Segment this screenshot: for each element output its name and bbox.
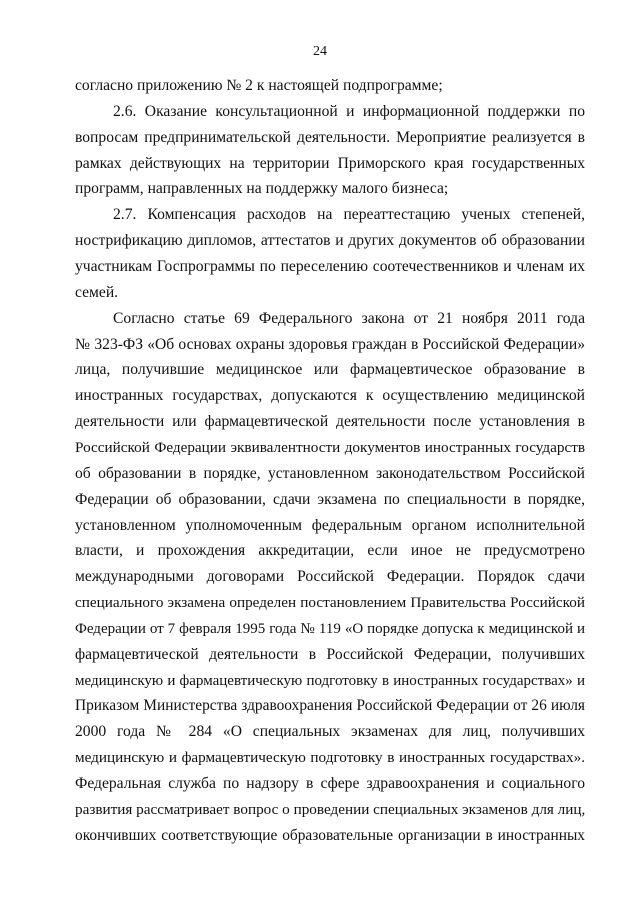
text-line: Федерации об образовании, сдачи экзамена по специальности в порядке, [75, 490, 585, 508]
text-line: Российской Федерации эквивалентности документов иностранных государств [75, 438, 585, 456]
text-line: деятельности или фармацевтической деятельности после установления в [75, 413, 585, 431]
text-line: медицинскую и фармацевтическую подготовку в иностранных государствах». [75, 749, 585, 767]
text-line: семей. [75, 283, 119, 301]
text-line: Приказом Министерства здравоохранения Российской Федерации от 26 июля [75, 697, 585, 715]
text-line: Федеральная служба по надзору в сфере здравоохранения и социального [75, 775, 585, 792]
text-line: фармацевтической деятельности в Российской Федерации, получивших [75, 645, 585, 663]
text-line: установленном уполномоченным федеральным органом исполнительной [75, 516, 585, 534]
text-line: международными договорами Российской Федерации. Порядок сдачи [75, 568, 585, 586]
text-line: нострификацию дипломов, аттестатов и других документов об образовании [75, 232, 585, 250]
text-line: об образовании в порядке, установленном законодательством Российской [75, 464, 585, 482]
text-line: развития рассматривает вопрос о проведении специальных экзаменов для лиц, [75, 800, 586, 818]
text-line: лица, получившие медицинское или фармацевтическое образование в [75, 361, 585, 379]
text-line: № 323-ФЗ «Об основах охраны здоровья граждан в Российской Федерации» [75, 335, 585, 353]
text-line: медицинскую и фармацевтическую подготовку в иностранных государствах» и [75, 672, 585, 689]
text-line: 2.6. Оказание консультационной и информационной поддержки по [113, 102, 585, 120]
text-line: специального экзамена определен постановлением Правительства Российской [75, 594, 585, 611]
text-line: окончивших соответствующие образовательные организации в иностранных [75, 826, 585, 844]
text-line: Федерации от 7 февраля 1995 года № 119 «О порядке допуска к медицинской и [75, 620, 585, 637]
text-line: согласно приложению № 2 к настоящей подпрограмме; [75, 77, 443, 94]
text-line: 2.7. Компенсация расходов на переаттестацию ученых степеней, [113, 206, 585, 224]
text-line: иностранных государствах, допускаются к осуществлению медицинской [75, 387, 585, 405]
text-line: вопросам предпринимательской деятельности. Мероприятие реализуется в [75, 128, 585, 146]
text-line: участникам Госпрограммы по переселению соотечественников и членам их [75, 258, 585, 275]
text-line: Согласно статье 69 Федерального закона от 21 ноября 2011 года [113, 309, 585, 327]
text-line: рамках действующих на территории Приморского края государственных [75, 154, 585, 172]
page-number: 24 [313, 44, 327, 59]
text-line: программ, направленных на поддержку малого бизнеса; [75, 180, 449, 198]
text-line: власти, и прохождения аккредитации, если иное не предусмотрено [75, 542, 585, 560]
text-line: 2000 года № 284 «О специальных экзаменах для лиц, получивших [75, 723, 585, 741]
